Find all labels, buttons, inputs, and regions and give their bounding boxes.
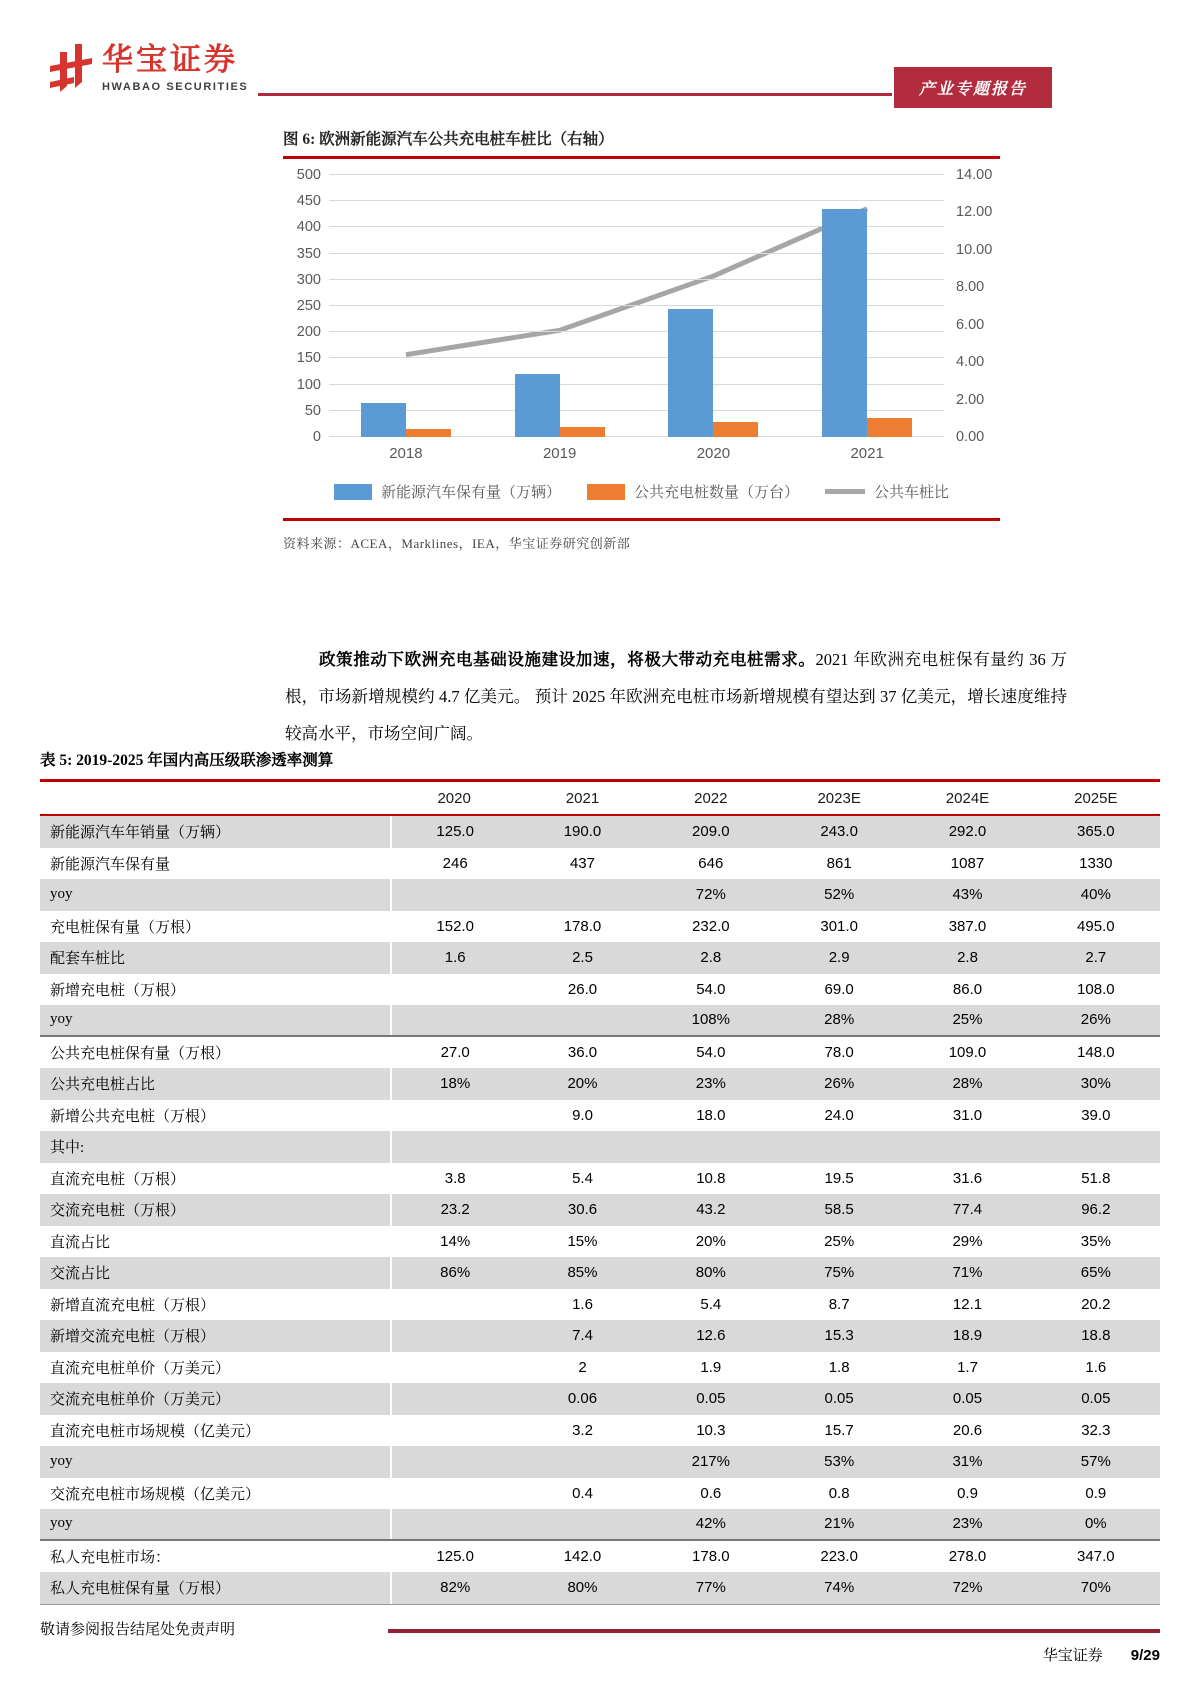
left-axis-tick-label: 50 [304,402,321,419]
bar-ev-stock [822,209,867,437]
row-value [518,879,646,911]
row-label: 交流占比 [50,1266,111,1283]
figure-top-rule [283,156,1000,159]
right-axis-tick-label: 12.00 [956,204,993,221]
table-row [40,1226,1160,1258]
row-value [903,1131,1031,1163]
row-value: 1.7 [957,1358,978,1376]
row-value: 78.0 [824,1043,854,1061]
row-value: 31.0 [952,1106,983,1124]
bar-public-chargers [867,418,912,437]
row-label: yoy [50,1515,73,1532]
row-value: 0% [1084,1515,1107,1533]
row-value: 58.5 [824,1201,854,1219]
row-value: 278.0 [948,1547,987,1565]
row-label: 交流充电桩（万根） [50,1203,186,1220]
row-value: 2.5 [572,949,593,967]
row-value: 39.0 [1081,1106,1111,1124]
row-value: 20.6 [952,1421,983,1439]
left-axis-tick-label: 500 [296,167,321,183]
row-value [390,1478,518,1510]
row-value: 69.0 [824,980,854,998]
table-header-year: 2025E [1074,789,1118,807]
footer-disclaimer: 敬请参阅报告结尾处免责声明 [40,1622,236,1638]
row-label: 私人充电桩保有量（万根） [50,1581,231,1598]
row-value: 1.8 [828,1358,850,1376]
row-value: 148.0 [1077,1043,1115,1061]
bar-ev-stock [515,374,560,437]
row-value: 30% [1080,1075,1111,1093]
row-value: 387.0 [948,917,987,935]
table-row [40,1541,1160,1573]
row-value: 0.9 [1085,1484,1107,1502]
figure-source: 资料来源：ACEA，Marklines，IEA，华宝证券研究创新部 [283,536,631,551]
row-value: 646 [698,854,724,872]
row-value: 23% [695,1075,726,1093]
row-value: 1.6 [1085,1358,1107,1376]
row-value: 0.05 [1081,1390,1111,1408]
row-value: 15% [567,1232,598,1250]
footer-rule [388,1629,1160,1633]
row-value: 347.0 [1077,1547,1115,1565]
row-value: 495.0 [1077,917,1115,935]
row-value: 7.4 [572,1327,593,1345]
table-row [40,1383,1160,1415]
row-value: 0.4 [572,1484,593,1502]
row-value: 243.0 [820,823,858,841]
table-row [40,1068,1160,1100]
row-value: 142.0 [563,1547,602,1565]
legend-item-ev-stock [334,481,561,502]
right-axis-tick-label: 6.00 [956,316,985,333]
row-value: 26% [1080,1011,1111,1029]
row-value: 65% [1080,1264,1111,1282]
row-value: 246 [390,848,518,880]
table-header-row [40,782,1160,814]
table-header-year: 2020 [437,789,471,807]
logo-en-text: HWABAO SECURITIES [102,81,249,93]
row-value: 109.0 [948,1043,987,1061]
table-row [40,1100,1160,1132]
row-value: 10.8 [696,1169,726,1187]
row-label: 新能源汽车保有量 [50,856,171,873]
legend-label: 公共车桩比 [874,484,950,501]
row-value: 51.8 [1081,1169,1111,1187]
row-value: 20% [567,1075,598,1093]
row-value: 217% [691,1453,730,1471]
row-value: 1.6 [572,1295,593,1313]
row-value [518,1509,646,1539]
left-axis-tick-label: 450 [296,193,321,210]
table-row [40,942,1160,974]
page-number: 9/29 [1130,1647,1160,1664]
bar-ev-stock [668,309,713,437]
row-value: 35% [1080,1232,1111,1250]
row-value: 2 [578,1358,587,1376]
paragraph-bold-lead: 政策推动下欧洲充电基础设施建设加速，将极大带动充电桩需求。 [319,649,816,669]
row-value: 31% [952,1453,983,1471]
table-row [40,1005,1160,1037]
right-axis-tick-label: 8.00 [956,279,985,296]
row-value: 14% [390,1226,518,1258]
row-value [390,1131,518,1163]
right-axis-tick-label: 2.00 [956,391,985,408]
row-value: 28% [824,1011,855,1029]
row-label: 公共充电桩占比 [50,1077,156,1094]
row-value: 70% [1080,1579,1111,1597]
row-value: 28% [952,1075,983,1093]
legend-swatch-orange [587,484,625,500]
left-axis-tick-label: 400 [296,219,321,236]
row-label: 交流充电桩市场规模（亿美元） [50,1486,261,1503]
row-value: 26.0 [567,980,598,998]
legend-item-public-chargers [587,481,799,502]
left-y-axis [283,167,329,445]
row-value [390,974,518,1006]
row-value: 85% [567,1264,598,1282]
table-row [40,1131,1160,1163]
row-label: 其中: [50,1140,85,1157]
legend-label: 公共充电桩数量（万台） [633,484,799,501]
table-row [40,1446,1160,1478]
x-axis-tick-label: 2019 [542,445,577,462]
row-value [390,879,518,911]
row-value: 108.0 [1077,980,1115,998]
table-row [40,1257,1160,1289]
row-label: 新增交流充电桩（万根） [50,1329,216,1346]
logo-cn-text: 华宝证券 [102,42,238,77]
row-value: 292.0 [948,823,987,841]
row-value [775,1131,903,1163]
row-value: 3.2 [572,1421,593,1439]
row-value: 21% [824,1515,855,1533]
table-row [40,1478,1160,1510]
bar-public-chargers [406,429,451,437]
table-header-year: 2022 [694,789,728,807]
row-value: 232.0 [692,917,730,935]
bar-ev-stock [361,403,406,437]
table-row [40,879,1160,911]
chart-legend [283,481,1000,502]
row-value: 108% [691,1011,730,1029]
table-5 [40,748,1160,1605]
row-value: 10.3 [696,1421,726,1439]
row-value: 96.2 [1081,1201,1111,1219]
table-row [40,1037,1160,1069]
left-axis-tick-label: 350 [296,245,321,262]
row-value: 0.05 [952,1390,983,1408]
hwabao-logo-mark-icon [48,42,92,102]
row-value: 9.0 [572,1106,593,1124]
row-value: 1087 [950,854,985,872]
row-value: 75% [824,1264,855,1282]
report-type-badge: 产业专题报告 [894,67,1052,108]
row-value: 86.0 [952,980,983,998]
row-value: 43.2 [696,1201,726,1219]
row-value: 71% [952,1264,983,1282]
row-value: 125.0 [390,1541,518,1573]
figure-bottom-rule [283,518,1000,521]
row-label: 直流占比 [50,1234,111,1251]
row-label: 直流充电桩市场规模（亿美元） [50,1423,261,1440]
ev-charger-chart [283,167,1000,445]
row-value: 23.2 [390,1194,518,1226]
row-value: 125.0 [390,816,518,848]
gridline [329,174,944,175]
row-value: 178.0 [563,917,602,935]
row-value: 437 [569,854,595,872]
table-header-year: 2023E [817,789,861,807]
row-value: 15.7 [824,1421,854,1439]
row-value: 82% [390,1572,518,1604]
row-value: 20% [695,1232,726,1250]
figure-title: 图 6: 欧洲新能源汽车公共充电桩车桩比（右轴） [283,131,614,148]
row-value: 190.0 [563,823,602,841]
table-row [40,1352,1160,1384]
body-paragraph [285,641,1067,752]
row-value [390,1352,518,1384]
chart-plot-area [329,175,944,437]
row-value: 53% [824,1453,855,1471]
row-value: 36.0 [567,1043,598,1061]
right-axis-tick-label: 0.00 [956,429,985,445]
row-value: 0.06 [567,1390,598,1408]
right-axis-tick-label: 4.00 [956,354,985,371]
legend-swatch-line [825,489,865,494]
right-axis-tick-label: 14.00 [956,167,993,183]
row-value: 74% [824,1579,855,1597]
row-value [390,1415,518,1447]
row-value: 43% [952,886,983,904]
row-value: 301.0 [820,917,858,935]
table-header-year: 2024E [945,789,990,807]
footer-pageinfo [1043,1644,1160,1665]
table-row [40,1320,1160,1352]
row-value: 72% [952,1579,983,1597]
row-value [390,1509,518,1539]
right-axis-tick-label: 10.00 [956,241,993,258]
row-value: 52% [824,886,855,904]
row-value: 2.8 [957,949,978,967]
legend-label: 新能源汽车保有量（万辆） [380,484,561,501]
row-value: 12.6 [696,1327,726,1345]
x-axis-tick-label: 2018 [389,445,423,462]
row-value: 86% [390,1257,518,1289]
row-value [390,1289,518,1321]
row-value: 77.4 [952,1201,983,1219]
row-label: 新增公共充电桩（万根） [50,1108,216,1125]
row-value [390,1446,518,1478]
hwabao-logo [48,42,248,102]
row-label: 充电桩保有量（万根） [50,919,201,936]
row-value: 54.0 [696,1043,726,1061]
row-label: 配套车桩比 [50,951,126,968]
paragraph-rest: 2021 年欧洲充电桩保有量约 36 万根，市场新增规模约 4.7 亿美元。 预计 2025 年欧洲充电桩市场新增规模有望达到 37 亿美元，增长速度维持较高水平，市场空间广阔。 [285,649,1068,743]
header-rule [258,93,892,96]
legend-swatch-blue [334,484,372,500]
row-value: 18.8 [1081,1327,1111,1345]
row-value: 8.7 [828,1295,850,1313]
row-value: 29% [952,1232,983,1250]
table-header-year: 2021 [565,789,600,807]
table-row [40,1163,1160,1195]
table-row [40,1572,1160,1604]
x-axis-labels [329,443,944,469]
row-value [390,1320,518,1352]
row-value: 54.0 [696,980,726,998]
row-value: 5.4 [572,1169,593,1187]
right-y-axis [944,167,1000,445]
row-label: yoy [50,886,73,903]
table-row [40,1289,1160,1321]
row-label: 新增直流充电桩（万根） [50,1297,216,1314]
row-value: 20.2 [1081,1295,1111,1313]
row-value: 77% [695,1579,726,1597]
row-value [647,1131,775,1163]
row-value: 80% [567,1579,598,1597]
row-value: 2.8 [700,949,722,967]
row-value [518,1446,646,1478]
row-value: 42% [695,1515,726,1533]
row-value: 1.6 [390,942,518,974]
row-value: 3.8 [390,1163,518,1195]
row-value: 2.7 [1085,949,1107,967]
row-value: 26% [824,1075,855,1093]
row-value [390,1383,518,1415]
row-label: 直流充电桩单价（万美元） [50,1360,231,1377]
row-value: 1.9 [700,1358,722,1376]
row-value: 0.9 [957,1484,978,1502]
row-value: 0.6 [700,1484,722,1502]
row-value: 24.0 [824,1106,854,1124]
row-label: 新增充电桩（万根） [50,982,186,999]
row-label: 交流充电桩单价（万美元） [50,1392,231,1409]
row-label: yoy [50,1011,73,1028]
row-value: 25% [824,1232,855,1250]
row-value: 5.4 [700,1295,722,1313]
row-value: 25% [952,1011,983,1029]
row-value: 72% [695,886,726,904]
row-value [390,1100,518,1132]
row-value: 1330 [1079,854,1113,872]
row-label: 私人充电桩市场： [50,1549,171,1566]
ratio-line [406,209,867,355]
row-value: 30.6 [567,1201,598,1219]
row-value [518,1005,646,1035]
left-axis-tick-label: 150 [296,350,321,367]
table-row [40,974,1160,1006]
row-value: 80% [695,1264,726,1282]
footer-brand: 华宝证券 [1042,1648,1103,1664]
table-row [40,848,1160,880]
row-value: 15.3 [824,1327,854,1345]
row-value: 209.0 [692,823,730,841]
row-value: 2.9 [828,949,850,967]
row-value: 178.0 [692,1547,730,1565]
left-axis-tick-label: 200 [296,324,321,341]
row-value [1032,1131,1160,1163]
row-value [518,1131,646,1163]
table-row [40,911,1160,943]
row-label: yoy [50,1453,73,1470]
row-value: 0.05 [696,1390,726,1408]
row-value: 0.8 [828,1484,850,1502]
row-value: 57% [1080,1453,1111,1471]
row-value: 365.0 [1077,823,1115,841]
row-value: 31.6 [952,1169,983,1187]
table-title: 表 5: 2019-2025 年国内高压级联渗透率测算 [40,752,334,769]
left-axis-tick-label: 250 [296,298,321,314]
table-row [40,1509,1160,1541]
row-value: 40% [1080,886,1111,904]
row-value: 18.0 [696,1106,726,1124]
row-value: 152.0 [390,911,518,943]
table-row [40,816,1160,848]
x-axis-tick-label: 2020 [696,445,731,462]
row-value: 223.0 [820,1547,858,1565]
table-body [40,816,1160,1605]
row-value [390,1005,518,1035]
row-value: 0.05 [824,1390,854,1408]
row-label: 公共充电桩保有量（万根） [50,1045,231,1062]
row-label: 新能源汽车年销量（万辆） [50,825,231,842]
bar-public-chargers [560,427,605,437]
x-axis-tick-label: 2021 [850,445,884,462]
row-label: 直流充电桩（万根） [50,1171,186,1188]
left-axis-tick-label: 300 [296,271,321,288]
left-axis-tick-label: 0 [312,429,321,445]
row-value: 18% [390,1068,518,1100]
row-value: 27.0 [390,1037,518,1069]
legend-item-ratio [825,481,949,502]
table-row [40,1415,1160,1447]
row-value: 12.1 [952,1295,983,1313]
row-value: 19.5 [824,1169,854,1187]
row-value: 23% [952,1515,983,1533]
bar-public-chargers [713,422,758,437]
gridline [329,200,944,201]
table-row [40,1194,1160,1226]
figure-6 [283,127,1000,552]
row-value: 32.3 [1081,1421,1111,1439]
row-value: 18.9 [952,1327,983,1345]
row-value: 861 [826,854,852,872]
left-axis-tick-label: 100 [296,376,321,393]
